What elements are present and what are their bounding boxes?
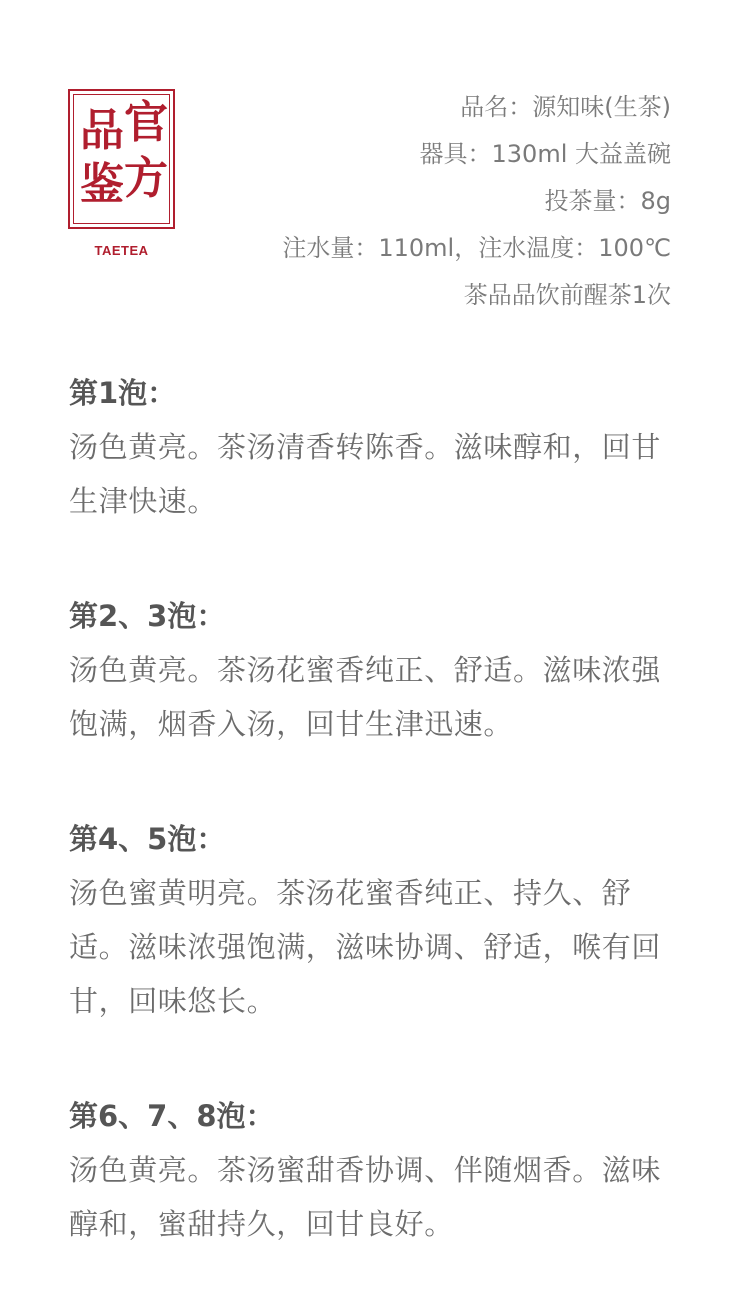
tea-info-block <box>251 84 671 319</box>
brew-section-body: 汤色蜜黄明亮。茶汤花蜜香纯正、持久、舒适。滋味浓强饱满，滋味协调、舒适，喉有回甘，回味悠长。 <box>69 876 662 1018</box>
seal-char-jian: 鉴 <box>80 159 124 210</box>
seal-char-fang: 方 <box>124 153 168 204</box>
brew-section-title: 第6、7、8泡： <box>69 1099 275 1133</box>
brew-section-1 <box>69 370 679 528</box>
info-product-name: 品名：源知味(生茶) <box>460 93 671 121</box>
brand-logo <box>68 89 175 232</box>
seal-frame <box>68 89 175 229</box>
brewing-notes <box>69 370 679 1316</box>
info-vessel: 器具：130ml 大益盖碗 <box>419 140 671 168</box>
info-tea-amount: 投茶量：8g <box>544 187 671 215</box>
brew-section-body: 汤色黄亮。茶汤清香转陈香。滋味醇和，回甘生津快速。 <box>69 430 662 518</box>
brew-section-body: 汤色黄亮。茶汤蜜甜香协调、伴随烟香。滋味醇和，蜜甜持久，回甘良好。 <box>69 1153 662 1241</box>
info-water: 注水量：110ml，注水温度：100℃ <box>282 234 671 262</box>
seal-char-guan: 官 <box>124 97 168 148</box>
brew-section-title: 第4、5泡： <box>69 822 226 856</box>
brew-section-title: 第2、3泡： <box>69 599 226 633</box>
brew-section-3 <box>69 816 679 1028</box>
seal-char-pin: 品 <box>80 105 124 156</box>
info-awaken: 茶品品饮前醒茶1次 <box>463 281 671 309</box>
brew-section-2 <box>69 593 679 751</box>
brand-name: TAETEA <box>94 243 149 258</box>
brew-section-4 <box>69 1093 679 1251</box>
bottom-fade <box>0 1286 739 1300</box>
brew-section-body: 汤色黄亮。茶汤花蜜香纯正、舒适。滋味浓强饱满，烟香入汤，回甘生津迅速。 <box>69 653 662 741</box>
brew-section-title: 第1泡： <box>69 376 177 410</box>
